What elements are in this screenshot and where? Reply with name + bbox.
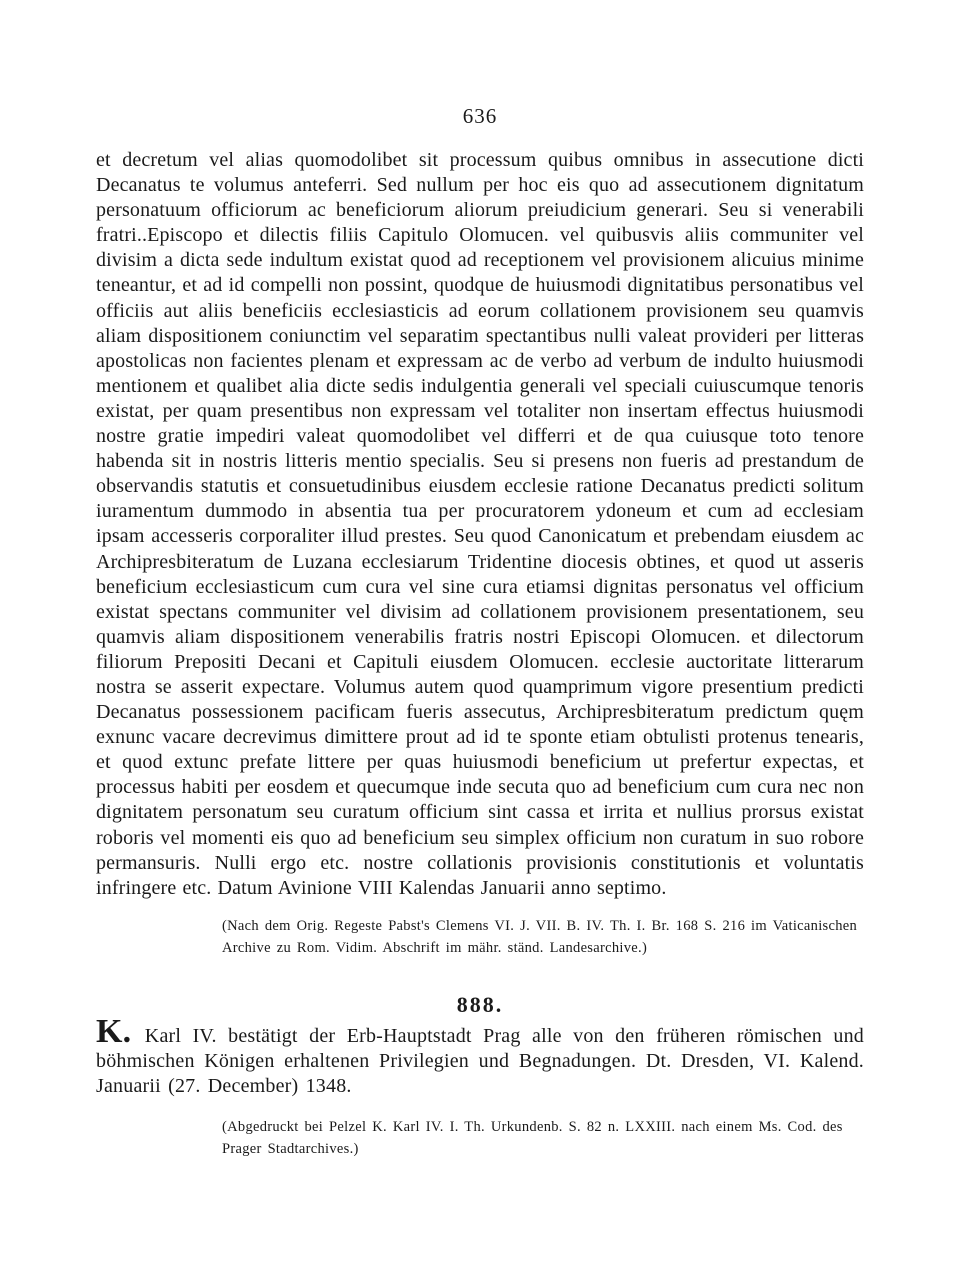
source-note-2: (Abgedruckt bei Pelzel K. Karl IV. I. Th. Urkundenb. S. 82 n. LXXIII. nach einem Ms. Cod. des Prager Stadtarchives.) [222,1119,843,1157]
regest-initial: K. [96,1013,132,1050]
page-number: 636 [462,104,498,128]
document-number: 888. [456,992,504,1017]
document-page [96,0,864,1284]
regest-text: Karl IV. bestätigt der Erb-Hauptstadt Prag alle von den früheren römischen und böhmischen Königen erhaltenen Privilegien und Begnadungen. Dt. Dresden, VI. Kalend. Januarii (27. December) 1348. [96,1025,864,1097]
source-note: (Nach dem Orig. Regeste Pabst's Clemens VI. J. VII. B. IV. Th. I. Br. 168 S. 216 im Vaticanischen Archive zu Rom. Vidim. Abschrift im mähr. ständ. Landesarchive.) [222,918,858,956]
regest-summary [96,1013,864,1099]
charter-body-text: et decretum vel alias quomodolibet sit processum quibus omnibus in assecutione dicti Decanatus te volumus anteferri. Sed nullum per hoc eis quo ad assecutionem dignitatum personatuum officiorum ac beneficiorum aliorum preiudicium generari. Seu si venerabili fratri..Episcopo et dilectis filiis Capitulo Olomucen. vel quibusvis aliis communiter vel divisim a dicta sede indultum existat quod ad receptionem vel provisionem alicuius minime teneantur, et ad id compelli non possint, quodque de huiusmodi dignitatibus personatibus vel officiis aut aliis beneficiis ecclesiasticis ad eorum collationem provisionem seu quamvis aliam dispositionem coniunctim vel separatim spectantibus nulli valeat provideri per litteras apostolicas non facientes plenam et expressam ac de verbo ad verbum de indulto huiusmodi mentionem et qualibet alia dicte sedis indulgentia generali vel speciali cuiuscumque tenoris existat, per quam presentibus non expressam vel totaliter non insertam effectus huiusmodi nostre gratie impediri valeat quomodolibet vel differri et de qua cuiusque toto tenore habenda sit in nostris litteris mentio specialis. Seu si presens non fueris ad prestandum de observandis statutis et consuetudinibus eiusdem ecclesie ratione Decanatus predicti solitum iuramentum dummodo in absentia tua per procuratorem ydoneum et cum ad ecclesiam ipsam accesseris corporaliter illud prestes. Seu quod Canonicatum et prebendam eiusdem ac Archipresbiteratum de Luzana ecclesiarum Tridentine diocesis obtines, et quod ut asseris beneficium ecclesiasticum cum cura vel sine cura etiamsi dignitas personatus vel officium existat spectans communiter vel divisim ad collationem provisionem presentationem, seu quamvis aliam dispositionem venerabilis fratris nostri Episcopi Olomucen. et dilectorum filiorum Prepositi Decani et Capituli eiusdem Olomucen. ecclesie auctoritate litterarum nostra se asserit expectare. Volumus autem quod quamprimum vigore presentium predicti Decanatus possessionem pacificam fueris assecutus, Archipresbiteratum predictum quęm exnunc vacare decrevimus dimittere prout ad id te sponte etiam obtulisti protenus tenearis, et quod extunc prefate littere per quas huiusmodi beneficium ut prefertur expectas, et processus habiti per eosdem et quecumque inde secuta quo ad beneficium cum cura nec non dignitatem personatum seu curatum officium sint cassa et irrita et nullius prorsus existat roboris vel momenti eis quo ad beneficium seu simplex officium non curatum in suo robore permansuris. Nulli ergo etc. nostre collationis provisionis constitutionis et voluntatis infringere etc. Datum Avinione VIII Kalendas Januarii anno septimo. [96,149,864,899]
